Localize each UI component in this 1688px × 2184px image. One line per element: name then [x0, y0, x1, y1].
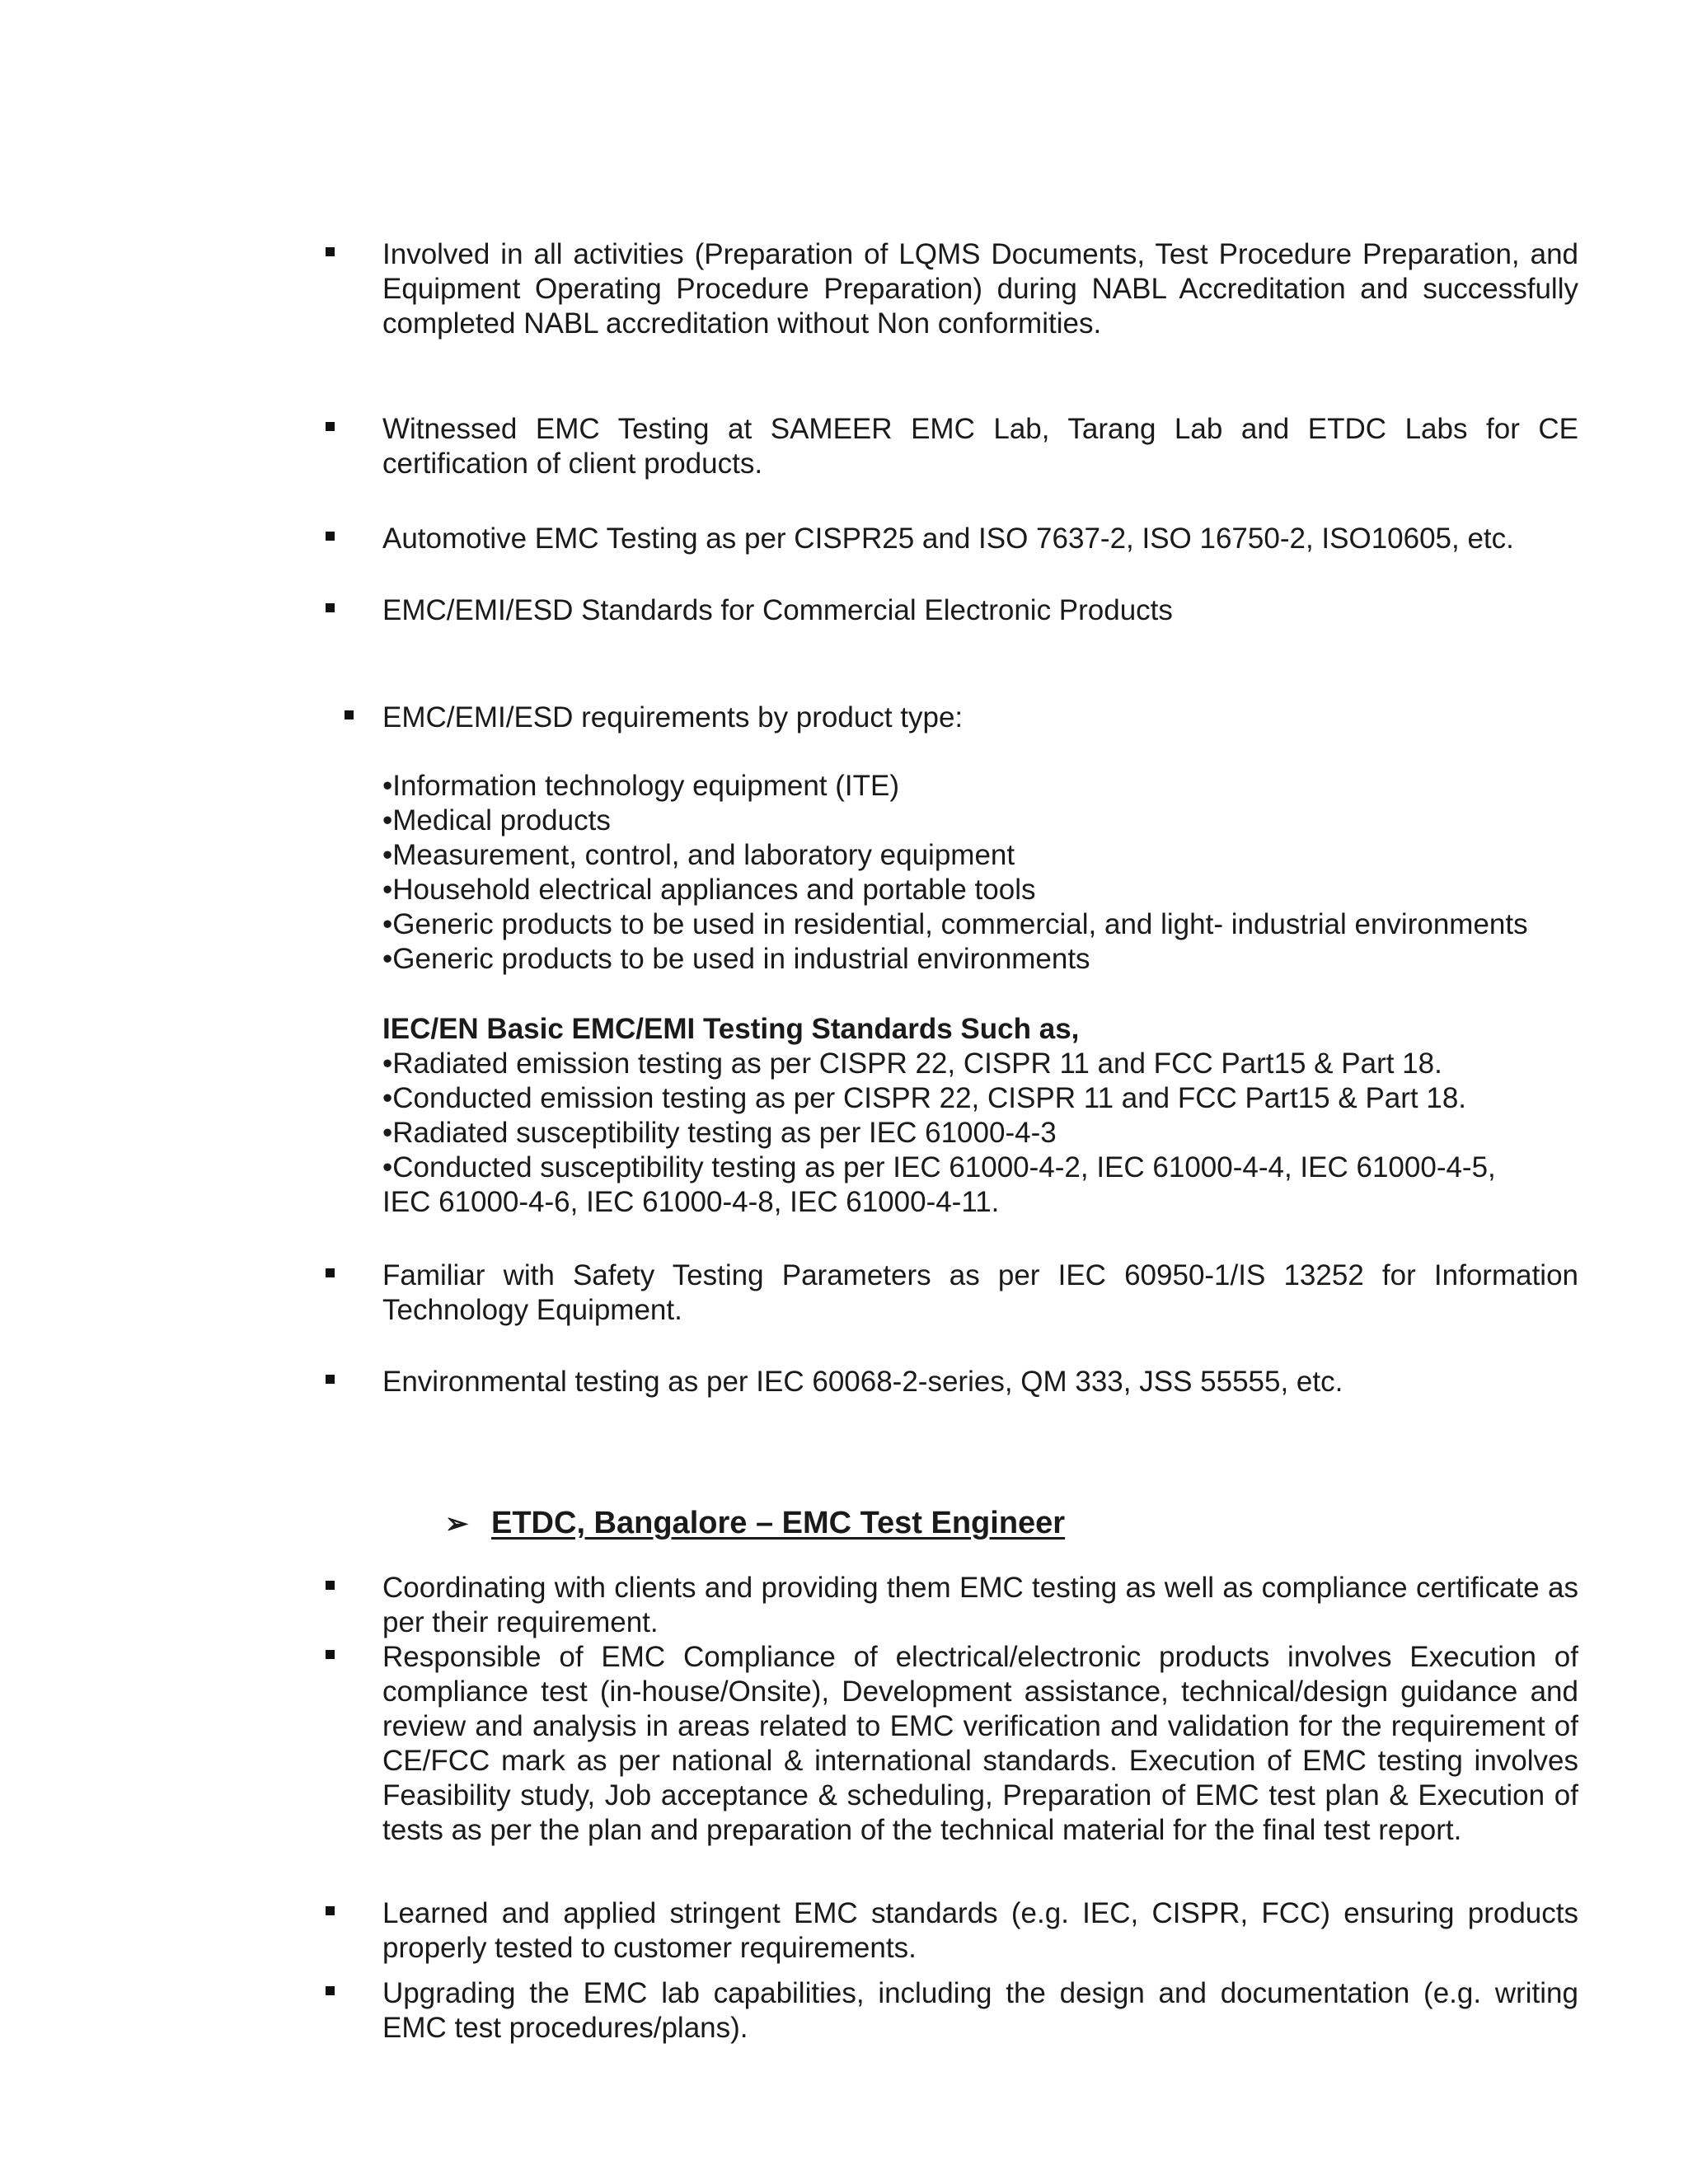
list-item-text: Automotive EMC Testing as per CISPR25 and ISO 7637-2, ISO 16750-2, ISO10605, etc.: [382, 523, 1514, 555]
list-item-text: Familiar with Safety Testing Parameters as per IEC 60950-1/IS 13252 for Information Technology Equipment.: [382, 1259, 1578, 1326]
bullet-icon: [326, 1906, 335, 1915]
bullet-icon: [326, 1581, 335, 1590]
bullet-icon: [326, 1986, 335, 1995]
standards-heading: IEC/EN Basic EMC/EMI Testing Standards Such as,: [382, 1013, 1080, 1045]
list-item-text: Environmental testing as per IEC 60068-2-series, QM 333, JSS 55555, etc.: [382, 1366, 1343, 1398]
arrow-bullet-icon: ➢: [445, 1508, 469, 1540]
product-type-item: •Measurement, control, and laboratory equipment: [382, 839, 1015, 871]
bullet-icon: [326, 1268, 335, 1277]
standards-list: [382, 1012, 1586, 1220]
product-type-item: •Generic products to be used in residential, commercial, and light- industrial environments: [382, 908, 1528, 940]
list-item-text: Responsible of EMC Compliance of electrical/electronic products involves Execution of compliance test (in-house/Onsite), Development assistance, technical/design guidance and review and analysis in areas related to EMC verification and validation for the requirement of CE/FCC mark as per national & international standards. Execution of EMC testing involves Feasibility study, Job acceptance & scheduling, Preparation of EMC test plan & Execution of tests as per the plan and preparation of the technical material for the final test report.: [382, 1641, 1578, 1846]
list-item-text: EMC/EMI/ESD requirements by product type:: [382, 701, 964, 733]
list-item-text: Upgrading the EMC lab capabilities, including the design and documentation (e.g. writing EMC test procedures/plans).: [382, 1977, 1578, 2044]
standards-item: •Radiated emission testing as per CISPR 22, CISPR 11 and FCC Part15 & Part 18.: [382, 1047, 1442, 1080]
standards-item: •Conducted emission testing as per CISPR 22, CISPR 11 and FCC Part15 & Part 18.: [382, 1082, 1467, 1114]
bullet-icon: [326, 1650, 335, 1659]
list-item-text: EMC/EMI/ESD Standards for Commercial Electronic Products: [382, 594, 1173, 626]
list-item-text: Involved in all activities (Preparation of LQMS Documents, Test Procedure Preparation, and Equipment Operating Procedure Preparation) during NABL Accreditation and successfully completed NABL accreditation without Non conformities.: [382, 238, 1578, 340]
bullet-icon: [326, 1375, 335, 1384]
bullet-icon: [326, 247, 335, 256]
bullet-icon: [326, 603, 335, 612]
list-item-text: Witnessed EMC Testing at SAMEER EMC Lab, Tarang Lab and ETDC Labs for CE certification of client products.: [382, 413, 1578, 480]
section-heading: [445, 1504, 1065, 1543]
list-item-text: Learned and applied stringent EMC standards (e.g. IEC, CISPR, FCC) ensuring products properly tested to customer requirements.: [382, 1897, 1578, 1964]
bullet-icon: [345, 710, 354, 719]
product-type-item: •Medical products: [382, 804, 611, 837]
bullet-icon: [326, 532, 335, 541]
section-title: ETDC, Bangalore – EMC Test Engineer: [491, 1506, 1066, 1540]
product-type-list: [382, 769, 1586, 977]
standards-item: •Radiated susceptibility testing as per IEC 61000-4-3: [382, 1117, 1057, 1149]
product-type-item: •Household electrical appliances and portable tools: [382, 874, 1036, 906]
list-item-text: Coordinating with clients and providing them EMC testing as well as compliance certificate as per their requirement.: [382, 1572, 1578, 1638]
standards-item: IEC 61000-4-6, IEC 61000-4-8, IEC 61000-4-11.: [382, 1186, 1000, 1218]
bullet-icon: [326, 422, 335, 431]
standards-item: •Conducted susceptibility testing as per IEC 61000-4-2, IEC 61000-4-4, IEC 61000-4-5,: [382, 1151, 1496, 1183]
product-type-item: •Generic products to be used in industrial environments: [382, 943, 1090, 975]
product-type-item: •Information technology equipment (ITE): [382, 770, 900, 802]
